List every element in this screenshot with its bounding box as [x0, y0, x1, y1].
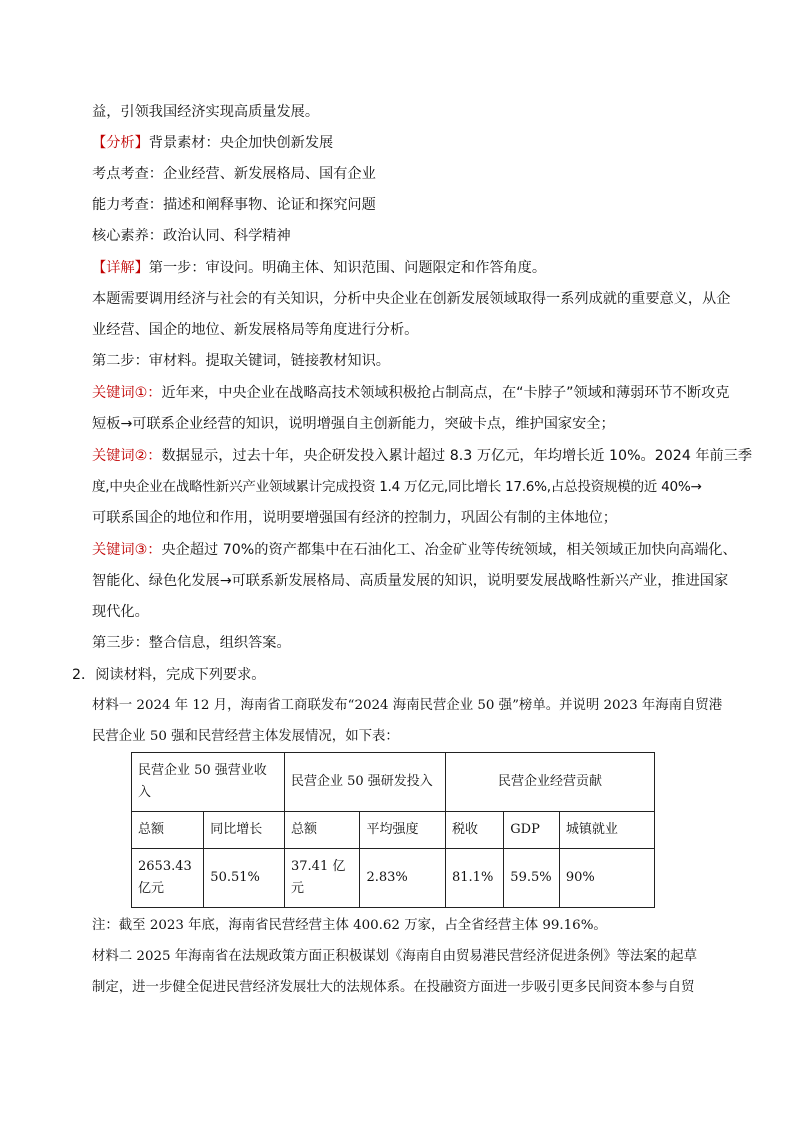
- material-2-line: 制定，进一步健全促进民营经济发展壮大的法规体系。在投融资方面进一步吸引更多民间资本参与自贸: [92, 980, 695, 995]
- detail-tag: 【详解】: [92, 260, 149, 276]
- table-cell: 2.83%: [360, 849, 446, 908]
- table-cell: 37.41 亿元: [285, 849, 360, 908]
- table-group-header: 民营企业 50 强研发投入: [285, 753, 446, 812]
- table-cell: 2653.43 亿元: [132, 849, 204, 908]
- detail-line: [92, 258, 546, 278]
- table-subheader: 同比增长: [204, 812, 285, 849]
- table-group-header: 民营企业 50 强营业收入: [132, 753, 285, 812]
- text-line: 第二步：审材料。提取关键词，链接教材知识。: [92, 353, 390, 369]
- keyword-1-text: 近年来，中央企业在战略高技术领域积极抢占制高点，在“卡脖子”领域和薄弱环节不断攻克: [161, 385, 730, 401]
- keyword-3-tag: 关键词③：: [92, 542, 162, 558]
- table-cell: 90%: [559, 849, 654, 908]
- text-line: 核心素养：政治认同、科学精神: [92, 228, 291, 244]
- question-number: 2．: [72, 667, 96, 683]
- analysis-line: [92, 133, 333, 153]
- text-line: 第三步：整合信息，组织答案。: [92, 635, 291, 651]
- text-line: 智能化、绿色化发展→可联系新发展格局、高质量发展的知识，说明要发展战略性新兴产业，推进国家: [92, 573, 729, 589]
- material-1-line: 民营企业 50 强和民营经营主体发展情况，如下表：: [92, 729, 399, 744]
- keyword-2-tag: 关键词②：: [92, 448, 162, 464]
- material-2-line: 材料二 2025 年海南省在法规政策方面正积极谋划《海南自由贸易港民营经济促进条例》等法案的起草: [92, 949, 697, 964]
- table-cell: 50.51%: [204, 849, 285, 908]
- text-line: 业经营、国企的地位、新发展格局等角度进行分析。: [92, 322, 419, 338]
- table-cell: 81.1%: [446, 849, 504, 908]
- text-line: 考点考查：企业经营、新发展格局、国有企业: [92, 166, 376, 182]
- table-subheader: 总额: [285, 812, 360, 849]
- text-line: 能力考查：描述和阐释事物、论证和探究问题: [92, 197, 376, 213]
- table-note: 注：截至 2023 年底，海南省民营经营主体 400.62 万家，占全省经营主体 99.16%。: [92, 918, 607, 933]
- question-2-line: [72, 665, 265, 685]
- keyword-1-line: [92, 383, 730, 403]
- text-line: 益，引领我国经济实现高质量发展。: [92, 104, 320, 120]
- keyword-3-line: [92, 540, 737, 560]
- analysis-text: 背景素材：央企加快创新发展: [148, 135, 334, 151]
- table-subheader: GDP: [504, 812, 560, 849]
- text-line: 可联系国企的地位和作用，说明要增强国有经济的控制力，巩固公有制的主体地位；: [92, 510, 617, 526]
- material-1-line: 材料一 2024 年 12 月，海南省工商联发布“2024 海南民营企业 50 强”榜单。并说明 2023 年海南自贸港: [92, 698, 723, 713]
- detail-text: 第一步：审设问。明确主体、知识范围、问题限定和作答角度。: [148, 260, 547, 276]
- table-subheader: 城镇就业: [559, 812, 654, 849]
- analysis-tag: 【分析】: [92, 135, 149, 151]
- text-line: 短板→可联系企业经营的知识，说明增强自主创新能力，突破卡点，维护国家安全；: [92, 416, 615, 432]
- keyword-2-text: 数据显示，过去十年，央企研发投入累计超过 8.3 万亿元，年均增长近 10%。2024 年前三季: [161, 448, 753, 464]
- keyword-3-text: 央企超过 70%的资产都集中在石油化工、冶金矿业等传统领域，相关领域正加快向高端化、: [161, 542, 737, 558]
- question-prompt: 阅读材料，完成下列要求。: [95, 667, 266, 683]
- keyword-1-tag: 关键词①：: [92, 385, 162, 401]
- table-cell: 59.5%: [504, 849, 560, 908]
- text-line: 本题需要调用经济与社会的有关知识，分析中央企业在创新发展领域取得一系列成就的重要意义，从企: [92, 291, 731, 307]
- text-line: 度,中央企业在战略性新兴产业领域累计完成投资 1.4 万亿元,同比增长 17.6%,占总投资规模的近 40%→: [92, 479, 702, 495]
- table-group-header: 民营企业经营贡献: [446, 753, 655, 812]
- table-subheader: 总额: [132, 812, 204, 849]
- private-enterprise-table: [131, 752, 655, 908]
- table-subheader: 平均强度: [360, 812, 446, 849]
- text-line: 现代化。: [92, 604, 149, 620]
- table-subheader: 税收: [446, 812, 504, 849]
- keyword-2-line: [92, 446, 752, 466]
